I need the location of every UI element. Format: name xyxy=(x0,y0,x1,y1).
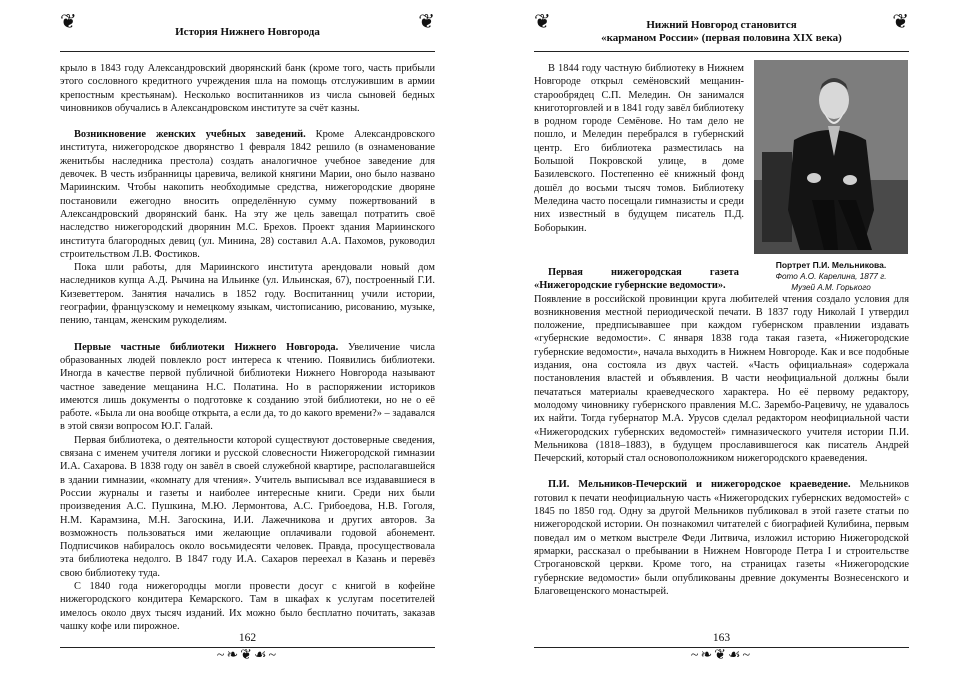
paragraph: крыло в 1843 году Александровский дворянский банк (кроме того, часть прибыли этого сословного кредитного учреждения шла на помощь отслужившим в армии крепостным крестьянам). Несколько воспитанников из числа сыновей бедных чиновников обучались в Александровском институте за счёт казны. xyxy=(60,63,435,114)
paragraph: Пока шли работы, для Мариинского института арендовали новый дом наследников купца А.Д. Рычина на Ильинке (ул. Ильинская, 67), построенный Г.И. Кизеветтером. Занятия начались в 1852 году. Воспитанниц учили истории, географии, французскому и немецкому языкам, чистописанию, рисованию, музыке, пению, танцам, женским рукоделиям. xyxy=(60,262,435,327)
paragraph: Первые частные библиотеки Нижнего Новгорода. Увеличение числа образованных людей повлекло рост интереса к чтению. Появились библиотеки. Иногда в качестве первой публичной библиотеки Нижнего Новгорода называют частное заведение мещанина Н.С. Полатина. Но в распоряжении историков имеются лишь документы о подготовке к созданию этой библиотеки, но не о её работе. «Была ли она вообще открыта, а если да, то до какого времени?» – задавался в этой связи вопросом Ю.Г. Галай. xyxy=(60,341,435,433)
paragraph: Первая библиотека, о деятельности которой существуют достоверные сведения, связана с именем учителя логики и русской словесности Нижегородской гимназии И.А. Сахарова. В 1838 году он завёл в своей служебной квартире, располагавшейся в здании гимназии, «комнату для чтения». Учитель выписывал все издававшиеся в России журналы и газеты и наиболее интересные книги. Среди них были произведения А.С. Пушкина, М.Ю. Лермонтова, А.С. Грибоедова, Н.В. Гоголя, Н.М. Карамзина, М.Н. Загоскина, И.И. Лажечникова и других авторов. За возможность пользоваться ими желающие оплачивали годовой абонемент. Подписчиков набиралось около восьмидесяти человек. Правда, просуществовала эта библиотека недолго. В 1847 году И.А. Сахаров переехал в Казань и перевёз свою библиотеку туда. xyxy=(60,434,435,579)
left-footer xyxy=(60,632,435,672)
right-page xyxy=(482,0,964,680)
header-rule xyxy=(60,51,435,52)
paragraph: Возникновение женских учебных заведений. Кроме Александровского института, нижегородское дворянство 1 февраля 1842 решило (в ознаменование женитьбы наследника престола) создать аналогичное учебное заведение для девочек. В честь избранницы царевича, великой княгини Марии, оно было названо Мариинским. Чтобы накопить необходимые средства, нижегородские дворяне постановили ежегодно вносить определённую сумму пожертвований в Александровский дворянский банк. На эту же цель завещал потратить своё наследство нижегородский дворянин М.С. Брехов. Проект здания Мариинского института благородных девиц (ул. Минина, 28) составил А.А. Пахомов, руководил строительством Л.В. Фостиков. xyxy=(60,129,435,260)
paragraph: В 1844 году частную библиотеку в Нижнем Новгороде открыл семёновский мещанин-старообрядец С.П. Меледин. Он занимался книготорговлей и в 1841 году завёл библиотеку в родном городе Семёнове. Но там дело не пошло, и Меледин перебрался в губернский центр. Его библиотека разместилась на Большой Покровской улице, в доме Базилевского. Постепенно её книжный фонд дошёл до восьми тысяч томов. Библиотеку Меледина часто посещали гимназисты и среди них известный в будущем писатель П.Д. Боборыкин. xyxy=(534,63,744,234)
right-lower-text xyxy=(534,266,909,598)
portrait-photo xyxy=(754,60,908,254)
left-running-header xyxy=(60,8,435,56)
paragraph: П.И. Мельников-Печерский и нижегородское краеведение. Мельников готовил к печати неофициальную часть «Нижегородских губернских ведомостей» с 1845 по 1850 год. Одну за другой Мельников публиковал в этой газете статьи по нижегородской истории. Он познакомил читателей с биографией Кулибина, первым поведал им о метком выстреле Феди Литвича, изложил историю Нижегородской ярмарки, рассказал о пребывании в Нижнем Новгороде Петра I и строительстве Строгановской церкви. Кроме того, на страницах газеты «Нижегородские губернские ведомости» были опубликованы древние документы Вознесенского и Благовещенского монастырей. xyxy=(534,479,909,597)
caption-title: Портрет П.И. Мельникова. xyxy=(775,260,887,270)
caption-museum: Музей А.М. Горького xyxy=(791,283,871,292)
right-header-flourish-icon: ❦ xyxy=(418,11,435,33)
section-heading: Первые частные библиотеки Нижнего Новгорода. xyxy=(74,341,339,353)
footer-flourish-icon: ~❧❦☙~ xyxy=(216,648,279,663)
right-footer xyxy=(534,632,909,672)
section-heading: Возникновение женских учебных заведений. xyxy=(74,129,306,141)
left-header-flourish-icon: ❦ xyxy=(60,11,77,33)
paragraph: Появление в российской провинции круга любителей чтения создало условия для возникновения местной периодической печати. В 1837 году Николай I утвердил положение, предписывавшее при каждом губернском правлении издавать «губернские ведомости». С января 1838 года такая газета, «Нижегородские губернские ведомости», начала выходить в Нижнем Новгороде. Как и все подобные издания, она состояла из двух частей. «Часть официальная» содержала постановления властей и объявления. В части неофициальной должны были печататься материалы краеведческого характера. Но её первому редактору, молодому чиновнику губернского правления М.С. Зарембо-Рацевичу, не удавалось их найти. Тогда губернатор М.А. Урусов сделал редактором неофициальной части «Нижегородских губернских ведомостей» гимназического учителя истории П.И. Мельникова (1818–1883), в будущем прославившегося как писатель Андрей Печерский, который стал основоположником нижегородского краеведения. xyxy=(534,293,909,465)
left-header-flourish-icon: ❦ xyxy=(534,11,551,33)
section-heading: П.И. Мельников-Печерский и нижегородское краеведение. xyxy=(548,479,851,491)
page-number: 163 xyxy=(712,632,731,644)
right-header-title: Нижний Новгород становится «карманом России» (первая половина XIX века) xyxy=(601,19,842,44)
page-number: 162 xyxy=(238,632,257,644)
header-rule xyxy=(534,51,909,52)
footer-flourish-icon: ~❧❦☙~ xyxy=(690,648,753,663)
paragraph xyxy=(534,266,739,293)
paragraph: С 1840 года нижегородцы могли провести досуг с книгой в кофейне нижегородского кондитера Кемарского. Там в шкафах к услугам посетителей имелось около двух тысяч изданий. Их можно было бесплатно почитать, заказав чашку кофе или пирожное. xyxy=(60,580,435,632)
left-header-title: История Нижнего Новгорода xyxy=(175,25,320,38)
section-heading: Первая нижегородская газета «Нижегородские губернские ведомости». xyxy=(534,267,739,292)
portrait-man-icon xyxy=(754,60,908,254)
right-upper-text xyxy=(534,62,744,235)
right-running-header xyxy=(534,8,909,56)
left-body-text xyxy=(60,62,435,633)
right-header-flourish-icon: ❦ xyxy=(892,11,909,33)
caption-credit: Фото А.О. Карелина, 1877 г. xyxy=(775,272,887,281)
